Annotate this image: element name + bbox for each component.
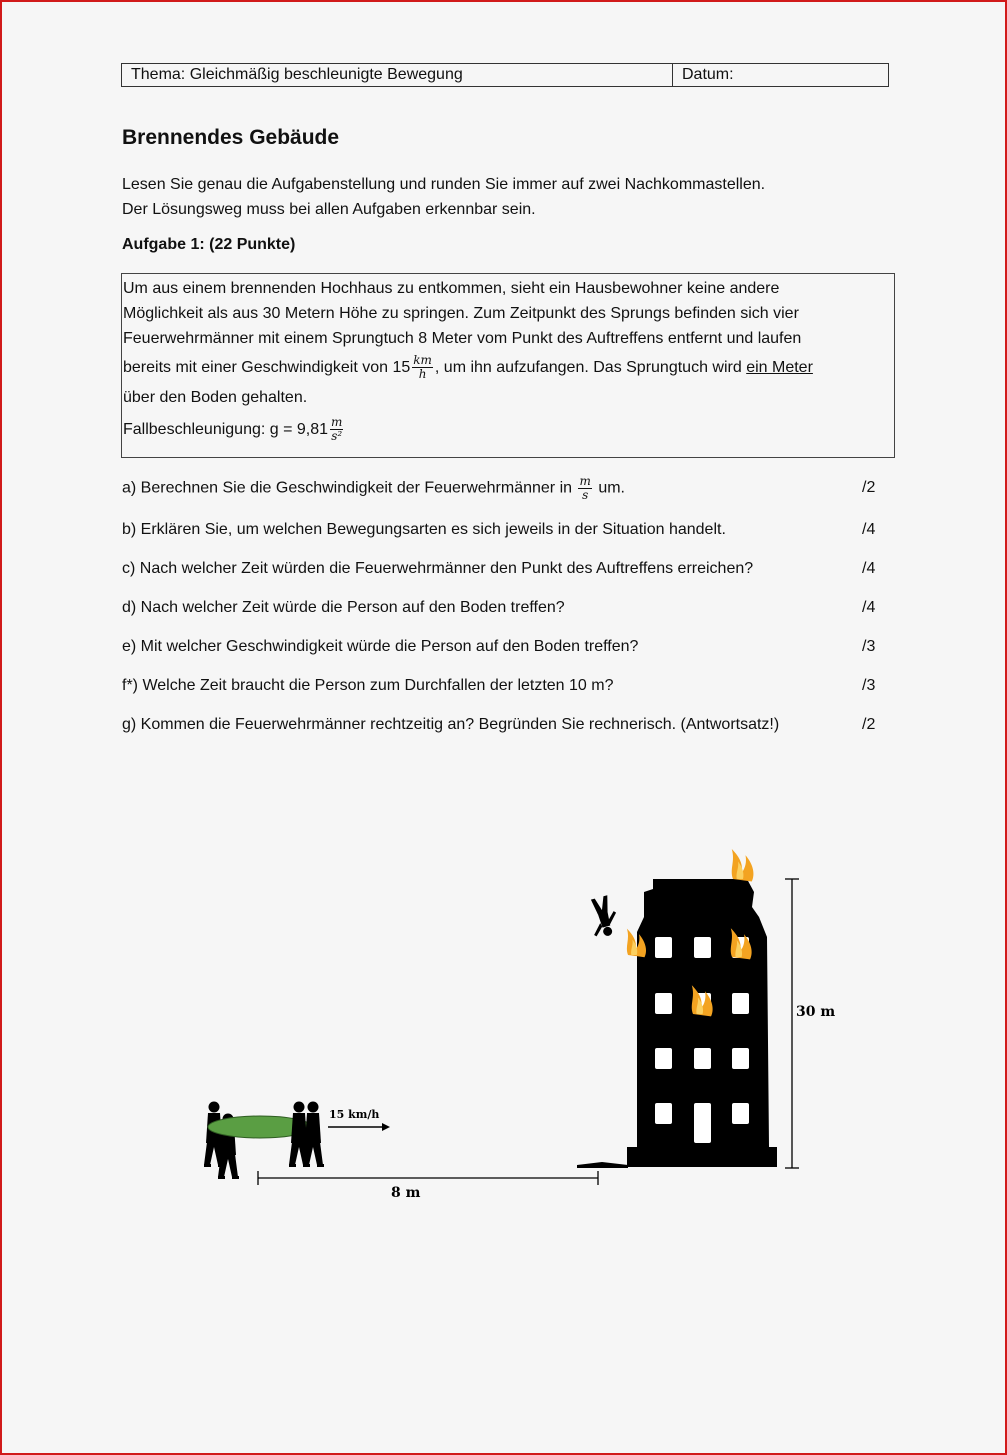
question-a-text: a) Berechnen Sie die Geschwindigkeit der Feuerwehrmänner in [122, 479, 573, 497]
speed-label: 15 km/h [329, 1108, 380, 1121]
firefighters-group [204, 1102, 324, 1180]
question-c-points: /4 [862, 560, 876, 577]
question-b-text: b) Erklären Sie, um welchen Bewegungsarten es sich jeweils in der Situation handelt. [122, 521, 726, 538]
task-heading: Aufgabe 1: (22 Punkte) [122, 236, 296, 253]
distance-dimension [258, 1171, 598, 1185]
speed-unit-den: h [418, 367, 427, 382]
question-b-points: /4 [862, 521, 876, 538]
falling-person-icon [585, 894, 621, 939]
scene-illustration [2, 2, 1005, 1453]
task-line-2: Möglichkeit als aus 30 Metern Höhe zu springen. Zum Zeitpunkt des Sprungs befinden sich vier [123, 305, 799, 322]
task-line-3: Feuerwehrmänner mit einem Sprungtuch 8 Meter vom Punkt des Auftreffens entfernt und laufen [123, 330, 802, 347]
question-c-text: c) Nach welcher Zeit würden die Feuerwehrmänner den Punkt des Auftreffens erreichen? [122, 560, 754, 577]
question-g-text: g) Kommen die Feuerwehrmänner rechtzeitig an? Begründen Sie rechnerisch. (Antwortsatz!) [122, 716, 780, 733]
question-a-unit-num: m [579, 474, 591, 488]
gravity-prefix: Fallbeschleunigung: g = 9,81 [123, 421, 329, 438]
task-line-4a: bereits mit einer Geschwindigkeit von 15 [123, 359, 411, 376]
question-e-text: e) Mit welcher Geschwindigkeit würde die Person auf den Boden treffen? [122, 638, 639, 655]
distance-label: 8 m [391, 1185, 421, 1201]
height-dimension [785, 879, 799, 1168]
question-a-unit-den: s [582, 488, 589, 502]
speed-unit-num: km [413, 353, 432, 368]
question-d-text: d) Nach welcher Zeit würde die Person auf den Boden treffen? [122, 599, 565, 616]
intro-line-1: Lesen Sie genau die Aufgabenstellung und runden Sie immer auf zwei Nachkommastellen. [122, 176, 766, 193]
task-line-4b: , um ihn aufzufangen. Das Sprungtuch wird [434, 359, 742, 376]
date-cell: Datum: [682, 66, 734, 83]
task-line-5: über den Boden gehalten. [123, 389, 308, 406]
question-a-suffix: um. [598, 479, 625, 497]
task-line-1: Um aus einem brennenden Hochhaus zu entkommen, sieht ein Hausbewohner keine andere [123, 280, 780, 297]
speed-arrow-icon [328, 1123, 390, 1131]
height-label: 30 m [796, 1004, 836, 1020]
topic-cell: Thema: Gleichmäßig beschleunigte Bewegung [122, 64, 673, 86]
question-e-points: /3 [862, 638, 876, 655]
page-title: Brennendes Gebäude [122, 126, 340, 149]
question-g-points: /2 [862, 716, 876, 733]
question-f-text: f*) Welche Zeit braucht die Person zum Durchfallen der letzten 10 m? [122, 677, 614, 694]
task-line-4c: ein Meter [746, 359, 813, 376]
question-d-points: /4 [862, 599, 876, 616]
gravity-unit-den: s² [331, 429, 343, 444]
intro-line-2: Der Lösungsweg muss bei allen Aufgaben erkennbar sein. [122, 201, 536, 218]
question-a-points: /2 [862, 479, 876, 496]
gravity-unit-num: m [331, 415, 343, 430]
question-f-points: /3 [862, 677, 876, 694]
